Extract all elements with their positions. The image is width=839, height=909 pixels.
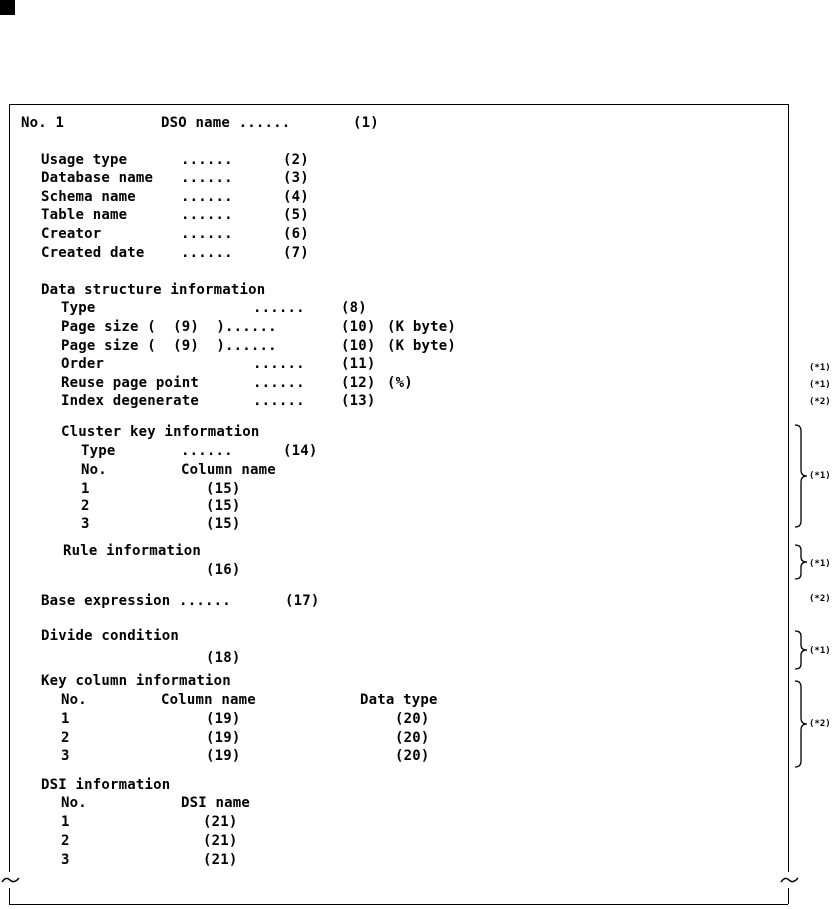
base-expression-label: Base expression ......	[41, 593, 231, 609]
order-dots: ......	[253, 356, 305, 372]
key-column-title: Key column information	[41, 673, 231, 689]
key-row-no: 1	[61, 711, 70, 727]
dsi-col-no: No.	[61, 795, 87, 811]
key-row-type-ref: (20)	[395, 711, 430, 727]
frame-top-border	[9, 104, 788, 105]
note-index: (*2)	[809, 397, 831, 407]
cluster-row-ref: (15)	[206, 498, 241, 514]
table-name-ref: (5)	[283, 207, 309, 223]
created-date-dots: ......	[181, 245, 233, 261]
index-degenerate-label: Index degenerate	[61, 393, 200, 409]
key-row-no: 3	[61, 748, 70, 764]
key-row-type-ref: (20)	[395, 730, 430, 746]
index-degenerate-ref: (13)	[341, 393, 376, 409]
page-size-ref-1: (10)	[341, 319, 376, 335]
key-col-type: Data type	[360, 692, 438, 708]
cluster-row-ref: (15)	[206, 481, 241, 497]
page-size-label-2: Page size ( (9) )......	[61, 338, 277, 354]
ds-type-dots: ......	[253, 300, 305, 316]
cluster-row-ref: (15)	[206, 516, 241, 532]
frame-bottom-border	[9, 904, 788, 905]
key-row-no: 2	[61, 730, 70, 746]
section-marker	[0, 0, 15, 15]
created-date-label: Created date	[41, 245, 145, 261]
break-mark-right	[779, 872, 801, 888]
dsi-row-no: 1	[61, 814, 70, 830]
page-size-unit-1: (K byte)	[387, 319, 457, 335]
cluster-row-no: 1	[81, 481, 90, 497]
dso-name-label: DSO name ......	[161, 115, 291, 131]
dsi-row-ref: (21)	[203, 852, 238, 868]
ds-type-label: Type	[61, 300, 96, 316]
cluster-row-no: 3	[81, 516, 90, 532]
note-order: (*1)	[809, 363, 831, 373]
usage-type-ref: (2)	[283, 152, 309, 168]
key-column-brace	[794, 680, 810, 768]
divide-condition-title: Divide condition	[41, 628, 180, 644]
cluster-col-name: Column name	[181, 462, 276, 478]
note-rule: (*1)	[809, 559, 831, 569]
cluster-type-ref: (14)	[283, 443, 318, 459]
usage-type-dots: ......	[181, 152, 233, 168]
dsi-col-name: DSI name	[181, 795, 251, 811]
rule-info-title: Rule information	[63, 543, 202, 559]
creator-dots: ......	[181, 226, 233, 242]
key-row-name-ref: (19)	[206, 748, 241, 764]
dso-name-ref: (1)	[353, 115, 379, 131]
dsi-info-title: DSI information	[41, 777, 171, 793]
usage-type-label: Usage type	[41, 152, 128, 168]
key-col-no: No.	[61, 692, 87, 708]
divide-condition-ref: (18)	[206, 650, 241, 666]
page-size-ref-2: (10)	[341, 338, 376, 354]
database-name-ref: (3)	[283, 170, 309, 186]
cluster-key-title: Cluster key information	[61, 424, 260, 440]
reuse-page-point-ref: (12)	[341, 375, 376, 391]
note-reuse: (*1)	[809, 380, 831, 390]
table-name-label: Table name	[41, 207, 128, 223]
created-date-ref: (7)	[283, 245, 309, 261]
schema-name-label: Schema name	[41, 189, 136, 205]
reuse-page-point-unit: (%)	[387, 375, 413, 391]
key-row-type-ref: (20)	[395, 748, 430, 764]
dsi-row-ref: (21)	[203, 814, 238, 830]
database-name-label: Database name	[41, 170, 154, 186]
note-key: (*2)	[809, 719, 831, 729]
key-row-name-ref: (19)	[206, 730, 241, 746]
page-size-label-1: Page size ( (9) )......	[61, 319, 277, 335]
note-cluster: (*1)	[809, 471, 831, 481]
divide-brace	[794, 630, 810, 670]
note-base: (*2)	[809, 594, 831, 604]
key-row-name-ref: (19)	[206, 711, 241, 727]
order-ref: (11)	[341, 356, 376, 372]
cluster-brace	[794, 424, 810, 528]
data-structure-title: Data structure information	[41, 282, 266, 298]
reuse-page-point-dots: ......	[253, 375, 305, 391]
rule-brace	[794, 544, 810, 580]
key-col-name: Column name	[161, 692, 256, 708]
cluster-row-no: 2	[81, 498, 90, 514]
reuse-page-point-label: Reuse page point	[61, 375, 200, 391]
page-size-unit-2: (K byte)	[387, 338, 457, 354]
cluster-col-no: No.	[81, 462, 107, 478]
creator-label: Creator	[41, 226, 102, 242]
table-name-dots: ......	[181, 207, 233, 223]
ds-type-ref: (8)	[341, 300, 367, 316]
schema-name-ref: (4)	[283, 189, 309, 205]
creator-ref: (6)	[283, 226, 309, 242]
dsi-row-no: 2	[61, 833, 70, 849]
dsi-row-ref: (21)	[203, 833, 238, 849]
cluster-type-dots: ......	[181, 443, 233, 459]
dsi-row-no: 3	[61, 852, 70, 868]
index-degenerate-dots: ......	[253, 393, 305, 409]
break-mark-left	[0, 872, 22, 888]
order-label: Order	[61, 356, 105, 372]
record-number: No. 1	[21, 115, 65, 131]
database-name-dots: ......	[181, 170, 233, 186]
base-expression-ref: (17)	[285, 593, 320, 609]
rule-info-ref: (16)	[206, 562, 241, 578]
schema-name-dots: ......	[181, 189, 233, 205]
cluster-type-label: Type	[81, 443, 116, 459]
note-divide: (*1)	[809, 646, 831, 656]
